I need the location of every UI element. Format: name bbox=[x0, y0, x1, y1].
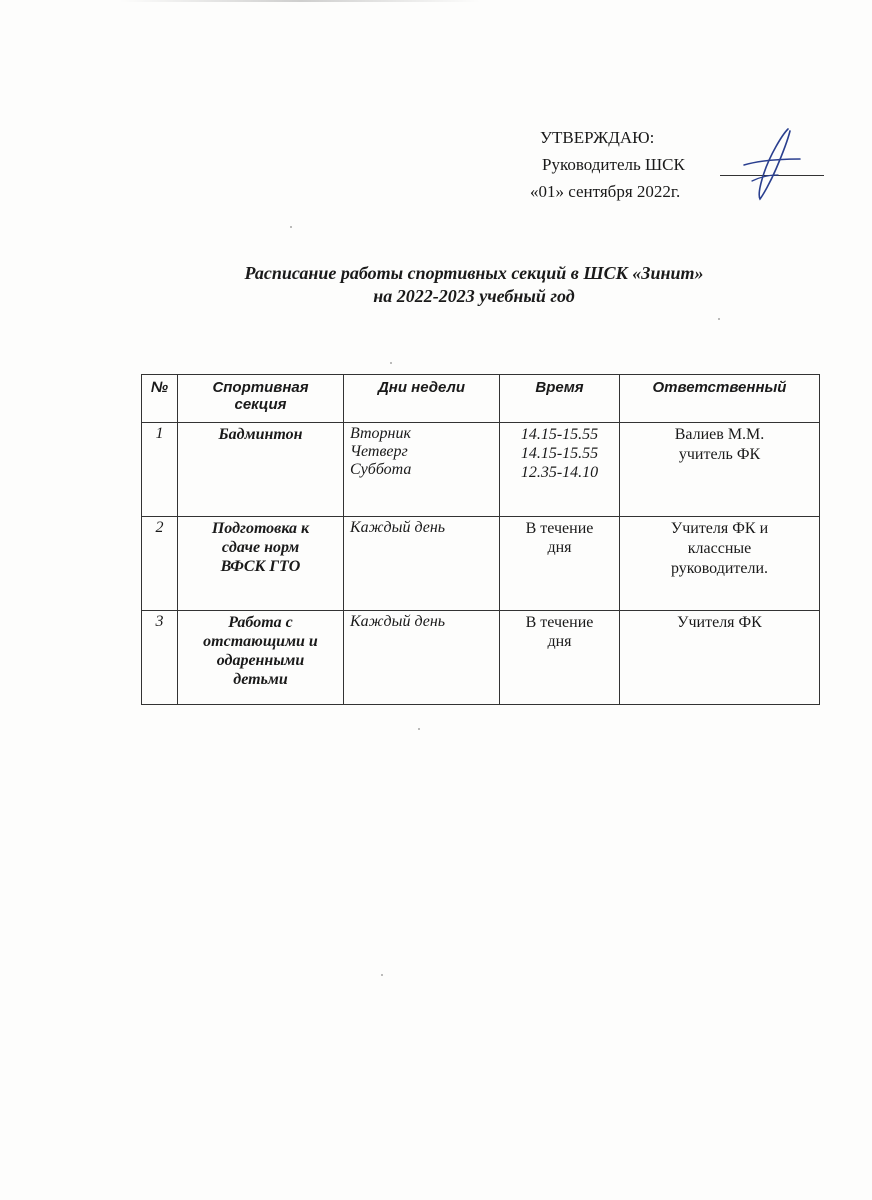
row-number: 1 bbox=[155, 425, 164, 442]
cell-section bbox=[178, 611, 344, 705]
cell-responsible bbox=[620, 611, 820, 705]
scan-speck bbox=[290, 226, 292, 228]
responsible-line: Валиев М.М. bbox=[674, 426, 765, 443]
weekday: Каждый день bbox=[350, 519, 446, 536]
scan-speck bbox=[381, 974, 383, 976]
cell-section bbox=[178, 423, 344, 517]
cell-days bbox=[344, 611, 500, 705]
cell-num bbox=[142, 423, 178, 517]
header-days: Дни недели bbox=[344, 375, 500, 423]
table-header-row bbox=[142, 375, 820, 423]
time-line: дня bbox=[547, 539, 572, 556]
responsible-line: Учителя ФК bbox=[677, 614, 762, 631]
section-name bbox=[178, 517, 343, 576]
weekday: Четверг bbox=[350, 443, 408, 460]
time-range bbox=[500, 517, 619, 557]
responsible-line: руководители. bbox=[670, 560, 769, 577]
scan-speck bbox=[718, 318, 720, 320]
header-responsible: Ответственный bbox=[620, 375, 820, 423]
section-line: отстающими и bbox=[203, 633, 318, 650]
cell-time bbox=[500, 517, 620, 611]
time-line: В течение bbox=[525, 614, 594, 631]
approval-block bbox=[530, 124, 850, 205]
cell-days bbox=[344, 517, 500, 611]
section-line: Подготовка к bbox=[211, 520, 310, 537]
responsible-line: учитель ФК bbox=[678, 446, 761, 463]
cell-num bbox=[142, 517, 178, 611]
weekdays bbox=[344, 423, 499, 479]
weekdays bbox=[344, 517, 499, 537]
time-line: дня bbox=[547, 633, 572, 650]
responsible-person bbox=[620, 517, 819, 579]
responsible-line: Учителя ФК и bbox=[670, 520, 769, 537]
section-line: Работа с bbox=[228, 614, 293, 631]
time-line: В течение bbox=[525, 520, 594, 537]
scan-speck bbox=[418, 728, 420, 730]
position-row bbox=[530, 151, 850, 178]
section-line: одаренными bbox=[216, 652, 305, 669]
cell-days bbox=[344, 423, 500, 517]
time-range bbox=[500, 423, 619, 482]
section-line: Бадминтон bbox=[218, 426, 303, 443]
cell-num bbox=[142, 611, 178, 705]
cell-time bbox=[500, 423, 620, 517]
header-section bbox=[178, 375, 344, 423]
schedule-table bbox=[141, 374, 820, 705]
document-title: Расписание работы спортивных секций в ШСК «Зинит» bbox=[244, 263, 704, 283]
table-row bbox=[142, 423, 820, 517]
section-name bbox=[178, 611, 343, 689]
section-line: детьми bbox=[233, 671, 288, 688]
header-section-line2: секция bbox=[234, 396, 287, 413]
scan-artifact bbox=[120, 0, 480, 2]
cell-time bbox=[500, 611, 620, 705]
weekday: Вторник bbox=[350, 425, 411, 442]
weekday: Каждый день bbox=[350, 613, 446, 630]
weekdays bbox=[344, 611, 499, 631]
time-line: 14.15-15.55 bbox=[520, 445, 599, 462]
scan-speck bbox=[390, 362, 392, 364]
row-number: 3 bbox=[155, 613, 164, 630]
document-subtitle: на 2022-2023 учебный год bbox=[373, 286, 575, 306]
section-line: ВФСК ГТО bbox=[220, 558, 301, 575]
header-num: № bbox=[142, 375, 178, 423]
time-line: 14.15-15.55 bbox=[520, 426, 599, 443]
section-name bbox=[178, 423, 343, 444]
position-label: Руководитель ШСК bbox=[542, 155, 685, 174]
section-line: сдаче норм bbox=[221, 539, 300, 556]
cell-responsible bbox=[620, 517, 820, 611]
cell-section bbox=[178, 517, 344, 611]
signature-image bbox=[730, 125, 820, 205]
header-section-line1: Спортивная bbox=[212, 379, 309, 396]
table-row bbox=[142, 517, 820, 611]
date-label: «01» сентября 2022г. bbox=[530, 182, 681, 201]
time-range bbox=[500, 611, 619, 651]
responsible-person bbox=[620, 611, 819, 633]
table-row bbox=[142, 611, 820, 705]
row-number: 2 bbox=[155, 519, 164, 536]
header-time: Время bbox=[500, 375, 620, 423]
time-line: 12.35-14.10 bbox=[520, 464, 599, 481]
approve-label: УТВЕРЖДАЮ: bbox=[540, 128, 655, 147]
cell-responsible bbox=[620, 423, 820, 517]
responsible-line: классные bbox=[687, 540, 752, 557]
weekday: Суббота bbox=[350, 461, 412, 478]
responsible-person bbox=[620, 423, 819, 465]
